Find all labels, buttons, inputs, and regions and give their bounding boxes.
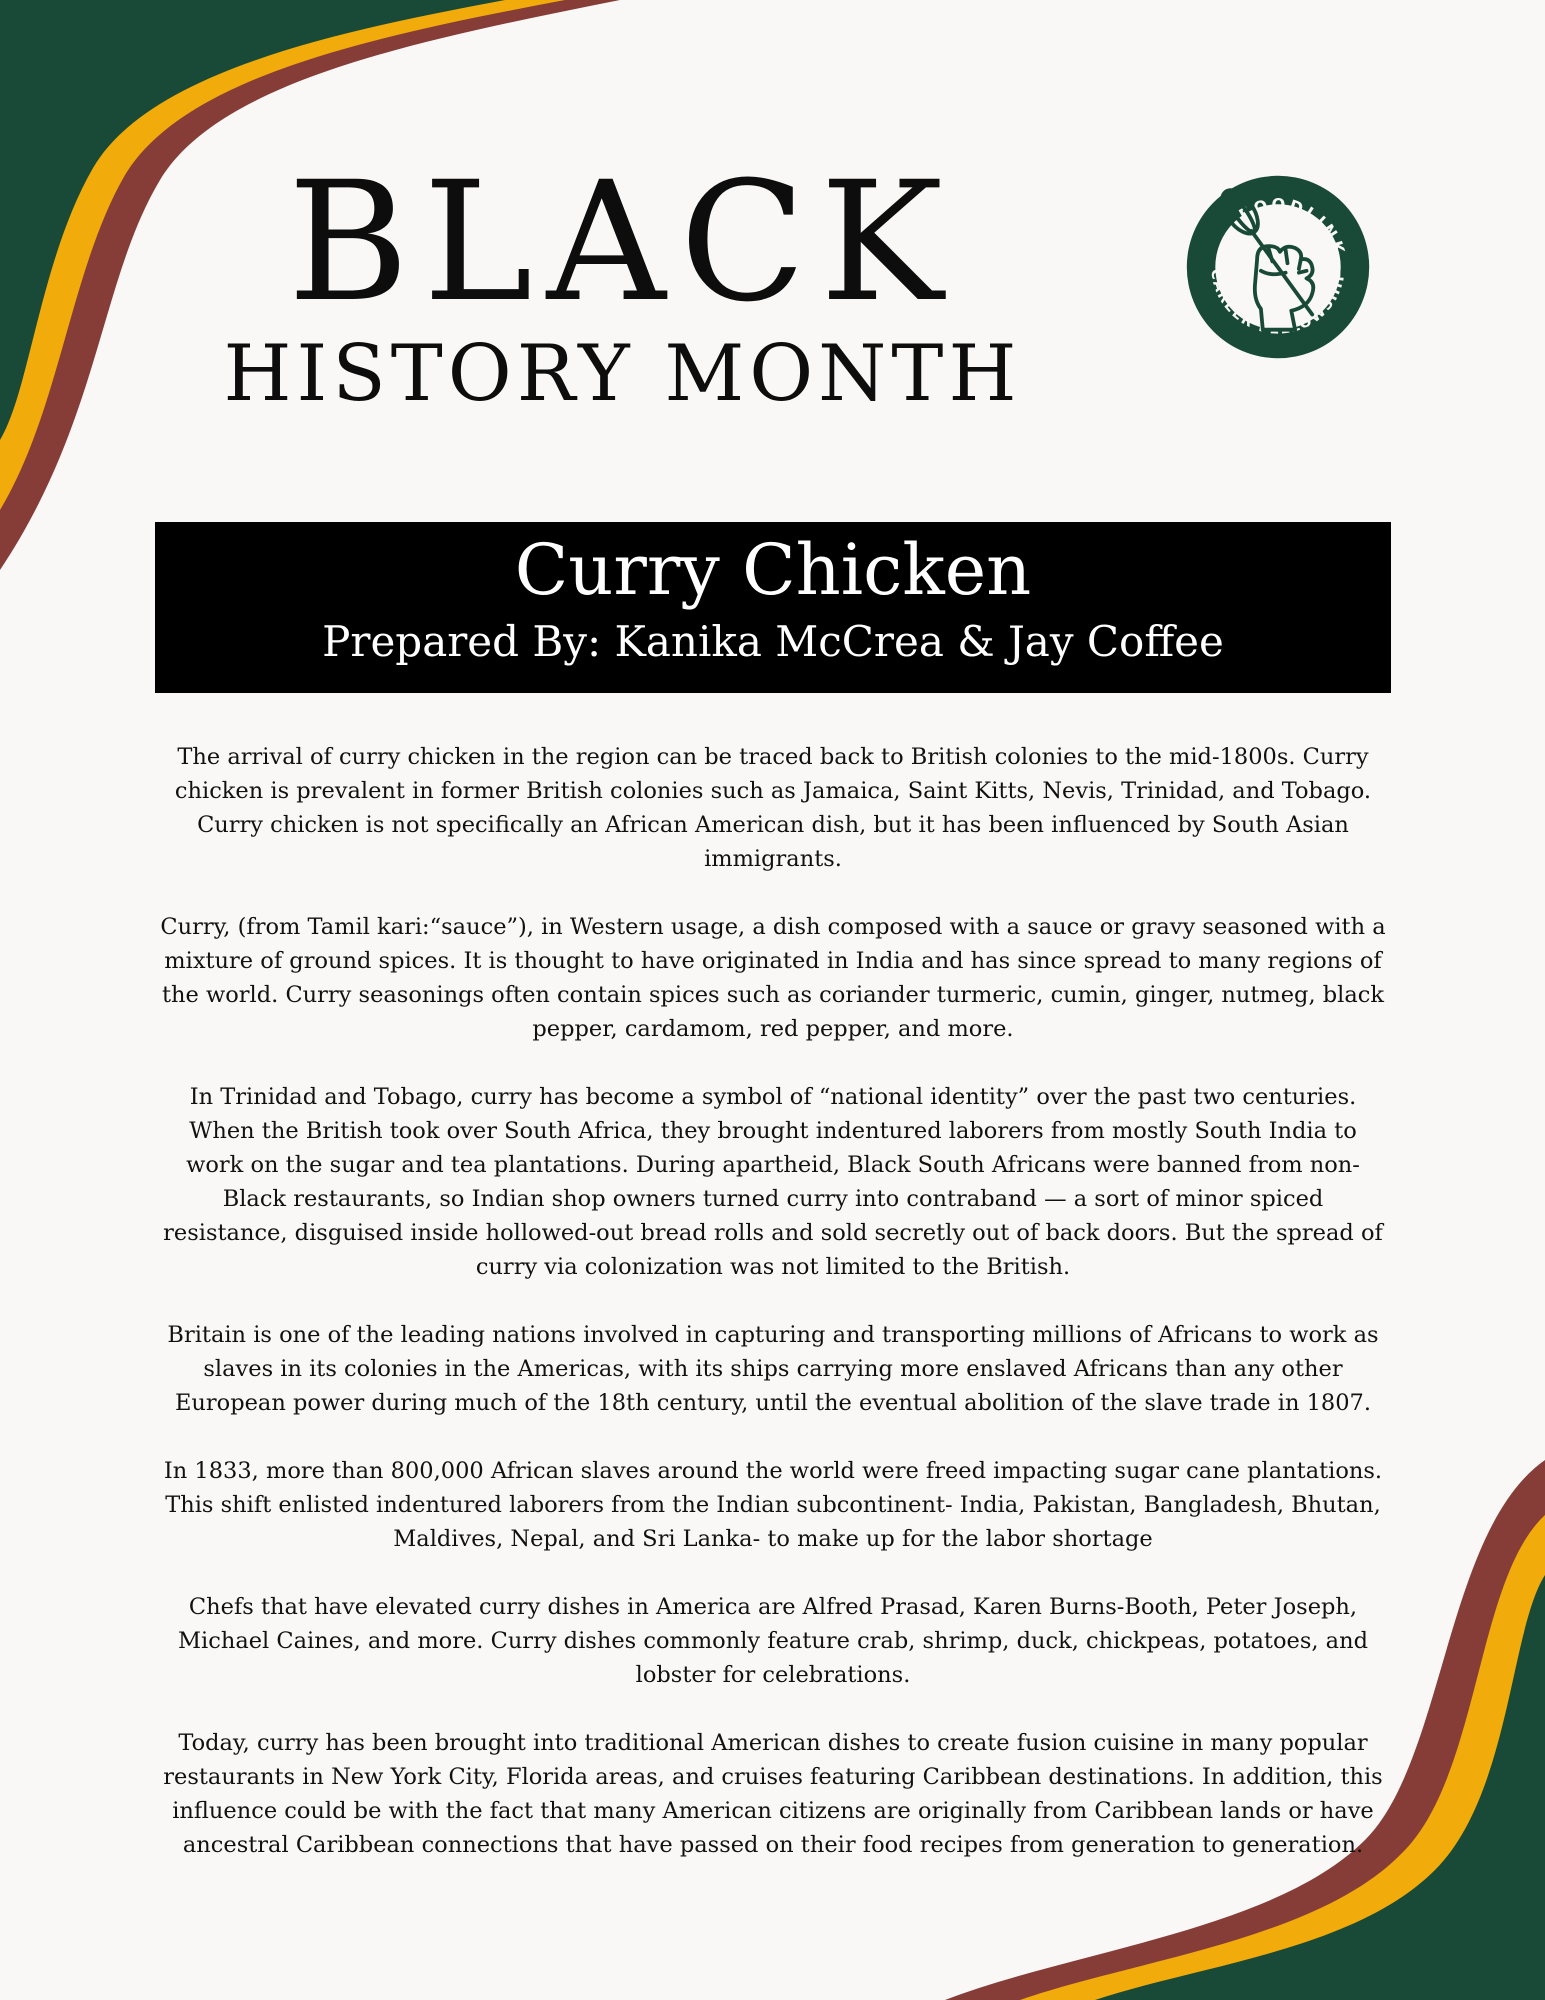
recipe-title: Curry Chicken — [514, 529, 1032, 611]
paragraph: Britain is one of the leading nations involved in capturing and transporting millions of Africans to work as slaves in its colonies in the Americas, with its ships carrying more enslaved Africans than any other European power during much of the 18th century, until the eventual abolition of the slave trade in 1807. — [167, 1322, 1379, 1416]
logo-bottom-text: CAREER FELLOWSHIP — [1207, 268, 1349, 338]
paragraph: The arrival of curry chicken in the region can be traced back to British colonies to the mid-1800s. Curry chicken is prevalent in former British colonies such as Jamaica, Saint Kitts, Nevis, Trinidad, and Tobago. Curry chicken is not specifically an African American dish, but it has been influenced by South Asian immigrants. — [174, 744, 1372, 872]
page-subtitle: HISTORY MONTH — [223, 329, 1022, 419]
paragraph: Chefs that have elevated curry dishes in America are Alfred Prasad, Karen Burns-Booth, Peter Joseph, Michael Caines, and more. Curry dishes commonly feature crab, shrimp, duck, chickpeas, potatoes, and lobster for celebrations. — [178, 1594, 1368, 1688]
foodlink-logo — [1183, 172, 1373, 362]
paragraph: In 1833, more than 800,000 African slaves around the world were freed impacting sugar cane plantations. This shift enlisted indentured laborers from the Indian subcontinent- India, Pakistan, Bangladesh, Bhutan, Maldives, Nepal, and Sri Lanka- to make up for the labor shortage — [163, 1458, 1383, 1552]
prepared-by: Prepared By: Kanika McCrea & Jay Coffee — [322, 617, 1224, 666]
article-body — [160, 740, 1386, 1896]
logo-top-text: FOODLINK — [1235, 194, 1350, 259]
page-title: BLACK — [287, 146, 958, 338]
recipe-banner — [155, 522, 1391, 693]
paragraph: Curry, (from Tamil kari:“sauce”), in Western usage, a dish composed with a sauce or gravy seasoned with a mixture of ground spices. It is thought to have originated in India and has since spread to many regions of the world. Curry seasonings often contain spices such as coriander turmeric, cumin, ginger, nutmeg, black pepper, cardamom, red pepper, and more. — [160, 914, 1386, 1042]
paragraph: Today, curry has been brought into traditional American dishes to create fusion cuisine in many popular restaurants in New York City, Florida areas, and cruises featuring Caribbean destinations. In addition, this influence could be with the fact that many American citizens are originally from Caribbean lands or have ancestral Caribbean connections that have passed on their food recipes from generation to generation. — [163, 1730, 1383, 1858]
paragraph: In Trinidad and Tobago, curry has become a symbol of “national identity” over the past two centuries. When the British took over South Africa, they brought indentured laborers from mostly South India to work on the sugar and tea plantations. During apartheid, Black South Africans were banned from non-Black restaurants, so Indian shop owners turned curry into contraband — a sort of minor spiced resistance, disguised inside hollowed-out bread rolls and sold secretly out of back doors. But the spread of curry via colonization was not limited to the British. — [163, 1084, 1383, 1280]
